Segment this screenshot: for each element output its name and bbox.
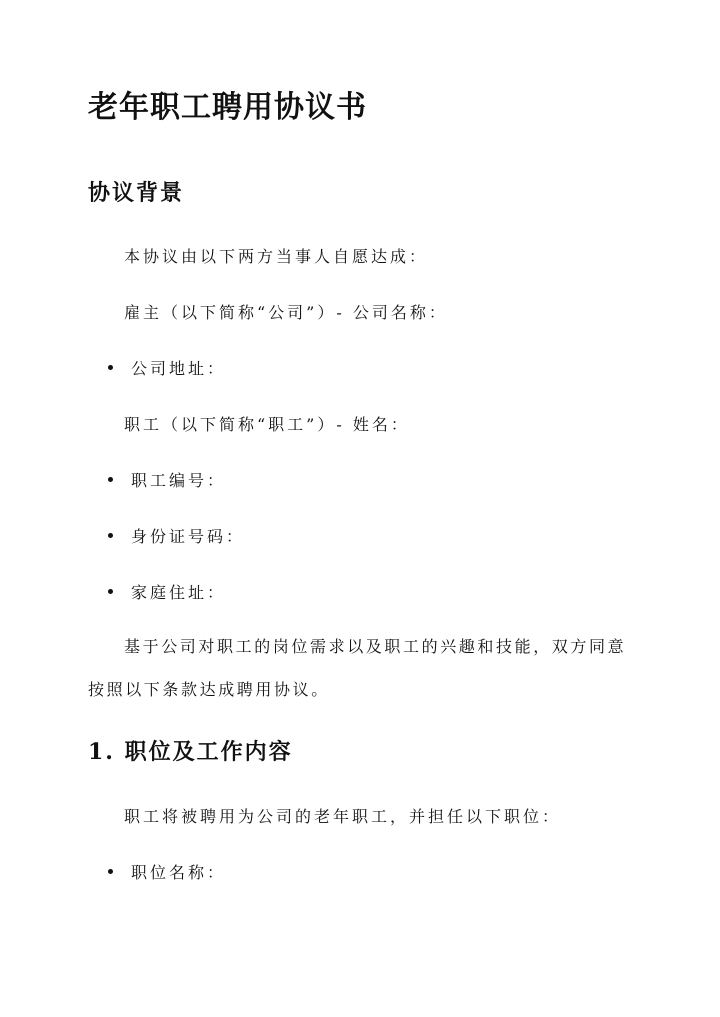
- bullet-icon: [108, 869, 113, 874]
- bullet-icon: [108, 589, 113, 594]
- employer-line: 雇主（以下简称“公司”）- 公司名称：: [124, 303, 448, 322]
- bullet-icon: [108, 365, 113, 370]
- document-title: 老年职工聘用协议书: [88, 90, 367, 125]
- bullet-icon: [108, 533, 113, 538]
- section-heading-background: 协议背景: [88, 180, 185, 206]
- conclusion-paragraph: 基于公司对职工的岗位需求以及职工的兴趣和技能，双方同意按照以下条款达成聘用协议。: [88, 637, 627, 699]
- section-heading-position: 1. 职位及工作内容: [88, 739, 293, 765]
- list-item-company-address: [108, 356, 226, 379]
- bullet-icon: [108, 477, 113, 482]
- field-label: 公司地址：: [131, 359, 227, 378]
- list-item-id-number: [108, 524, 245, 547]
- position-intro-paragraph: 职工将被聘用为公司的老年职工，并担任以下职位：: [124, 807, 562, 826]
- list-item-position-name: [108, 860, 226, 883]
- list-item-employee-number: [108, 468, 226, 491]
- field-label: 身份证号码：: [131, 527, 246, 546]
- field-label: 职工编号：: [131, 471, 227, 490]
- list-item-home-address: [108, 580, 226, 603]
- field-label: 家庭住址：: [131, 583, 227, 602]
- intro-paragraph: 本协议由以下两方当事人自愿达成：: [124, 247, 429, 266]
- employee-line: 职工（以下简称“职工”）- 姓名：: [124, 415, 410, 434]
- field-label: 职位名称：: [131, 863, 227, 882]
